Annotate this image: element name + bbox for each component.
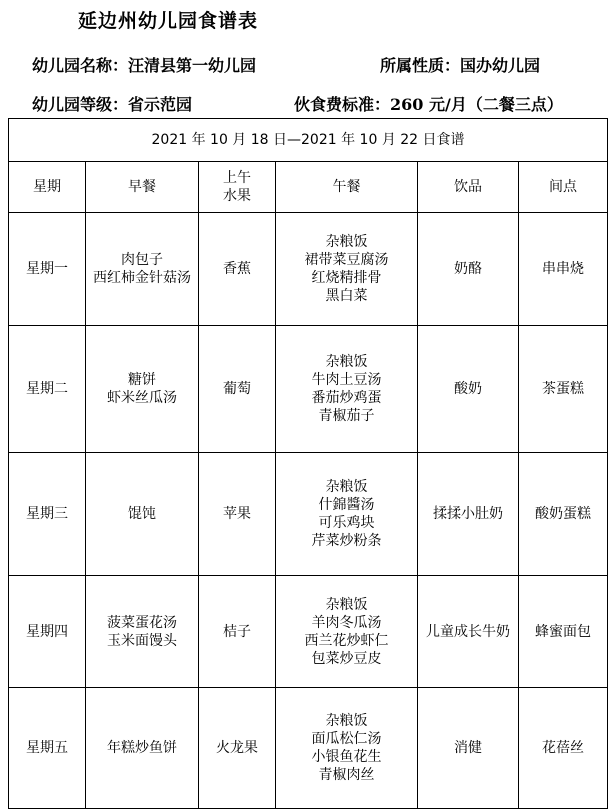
drink-cell: 儿童成长牛奶 [418,576,519,688]
drink-cell: 酸奶 [418,326,519,453]
lunch-cell [276,453,418,576]
lunch-cell-item: 杂粮饭 [325,713,368,729]
breakfast-cell-item: 年糕炒鱼饼 [107,740,177,756]
fruit-cell: 火龙果 [199,688,276,809]
snack-cell: 花蓓丝 [519,688,608,809]
header-day: 星期 [9,162,86,213]
fruit-cell: 桔子 [199,576,276,688]
drink-cell: 揉揉小肚奶 [418,453,519,576]
snack-cell: 酸奶蛋糕 [519,453,608,576]
header-row [9,162,608,213]
fruit-cell: 葡萄 [199,326,276,453]
date-range-row [9,119,608,162]
day-cell: 星期四 [9,576,86,688]
fruit-cell: 香蕉 [199,213,276,326]
breakfast-cell [86,453,199,576]
date-range-caption: 2021 年 10 月 18 日—2021 年 10 月 22 日食谱 [9,119,608,162]
lunch-cell [276,326,418,453]
kindergarten-name: 幼儿园名称：汪清县第一幼儿园 [32,56,257,75]
breakfast-cell [86,213,199,326]
table-row [9,453,608,576]
lunch-cell-item: 青椒肉丝 [318,767,375,783]
table-row [9,326,608,453]
meal-fee-standard: 伙食费标准：260 元/月（二餐三点） [294,95,563,114]
page-title: 延边州幼儿园食谱表 [78,10,259,32]
header-lunch: 午餐 [276,162,418,213]
menu-body [9,213,608,809]
lunch-cell-item: 青椒茄子 [318,408,375,424]
table-row [9,688,608,809]
day-cell: 星期二 [9,326,86,453]
lunch-cell-item: 杂粮饭 [325,354,368,370]
breakfast-cell-item: 馄饨 [128,506,156,522]
lunch-cell-item: 面瓜松仁汤 [311,731,382,747]
day-cell: 星期三 [9,453,86,576]
header-breakfast: 早餐 [86,162,199,213]
day-cell: 星期五 [9,688,86,809]
kindergarten-type: 所属性质：国办幼儿园 [380,56,541,75]
kindergarten-level: 幼儿园等级：省示范园 [32,95,193,114]
menu-table [8,118,608,809]
fruit-cell: 苹果 [199,453,276,576]
lunch-cell-item: 番茄炒鸡蛋 [311,390,382,406]
lunch-cell-item: 红烧精排骨 [311,270,382,286]
breakfast-cell [86,576,199,688]
lunch-cell-item: 芹菜炒粉条 [311,533,382,549]
snack-cell: 蜂蜜面包 [519,576,608,688]
header-fruit-line: 上午 [223,170,251,186]
header-snack: 间点 [519,162,608,213]
lunch-cell-item: 杂粮饭 [325,479,368,495]
lunch-cell-item: 牛肉土豆汤 [311,372,382,388]
header-drink: 饮品 [418,162,519,213]
lunch-cell [276,213,418,326]
lunch-cell-item: 杂粮饭 [325,596,368,613]
lunch-cell-item: 杂粮饭 [325,234,368,250]
breakfast-cell-item: 西红柿金针菇汤 [93,270,191,286]
lunch-cell [276,688,418,809]
drink-cell: 消健 [418,688,519,809]
lunch-cell [276,576,418,688]
breakfast-cell-item: 虾米丝瓜汤 [107,390,177,406]
table-row [9,213,608,326]
lunch-cell-item: 羊肉冬瓜汤 [311,614,382,631]
breakfast-cell [86,326,199,453]
lunch-cell-item: 裙带菜豆腐汤 [304,252,389,268]
breakfast-cell-item: 糖饼 [128,372,156,388]
breakfast-cell-item: 菠菜蛋花汤 [107,614,177,631]
lunch-cell-item: 小银鱼花生 [311,749,382,765]
snack-cell: 串串烧 [519,213,608,326]
lunch-cell-item: 包菜炒豆皮 [311,650,382,667]
table-row [9,576,608,688]
lunch-cell-item: 西兰花炒虾仁 [304,632,389,649]
breakfast-cell-item: 肉包子 [121,252,163,268]
drink-cell: 奶酪 [418,213,519,326]
header-fruit [199,162,276,213]
breakfast-cell-item: 玉米面馒头 [107,632,177,649]
header-fruit-line: 水果 [223,188,251,204]
lunch-cell-item: 什錦醬汤 [318,497,375,513]
day-cell: 星期一 [9,213,86,326]
breakfast-cell [86,688,199,809]
snack-cell: 茶蛋糕 [519,326,608,453]
lunch-cell-item: 可乐鸡块 [318,515,375,531]
lunch-cell-item: 黑白菜 [325,288,368,304]
